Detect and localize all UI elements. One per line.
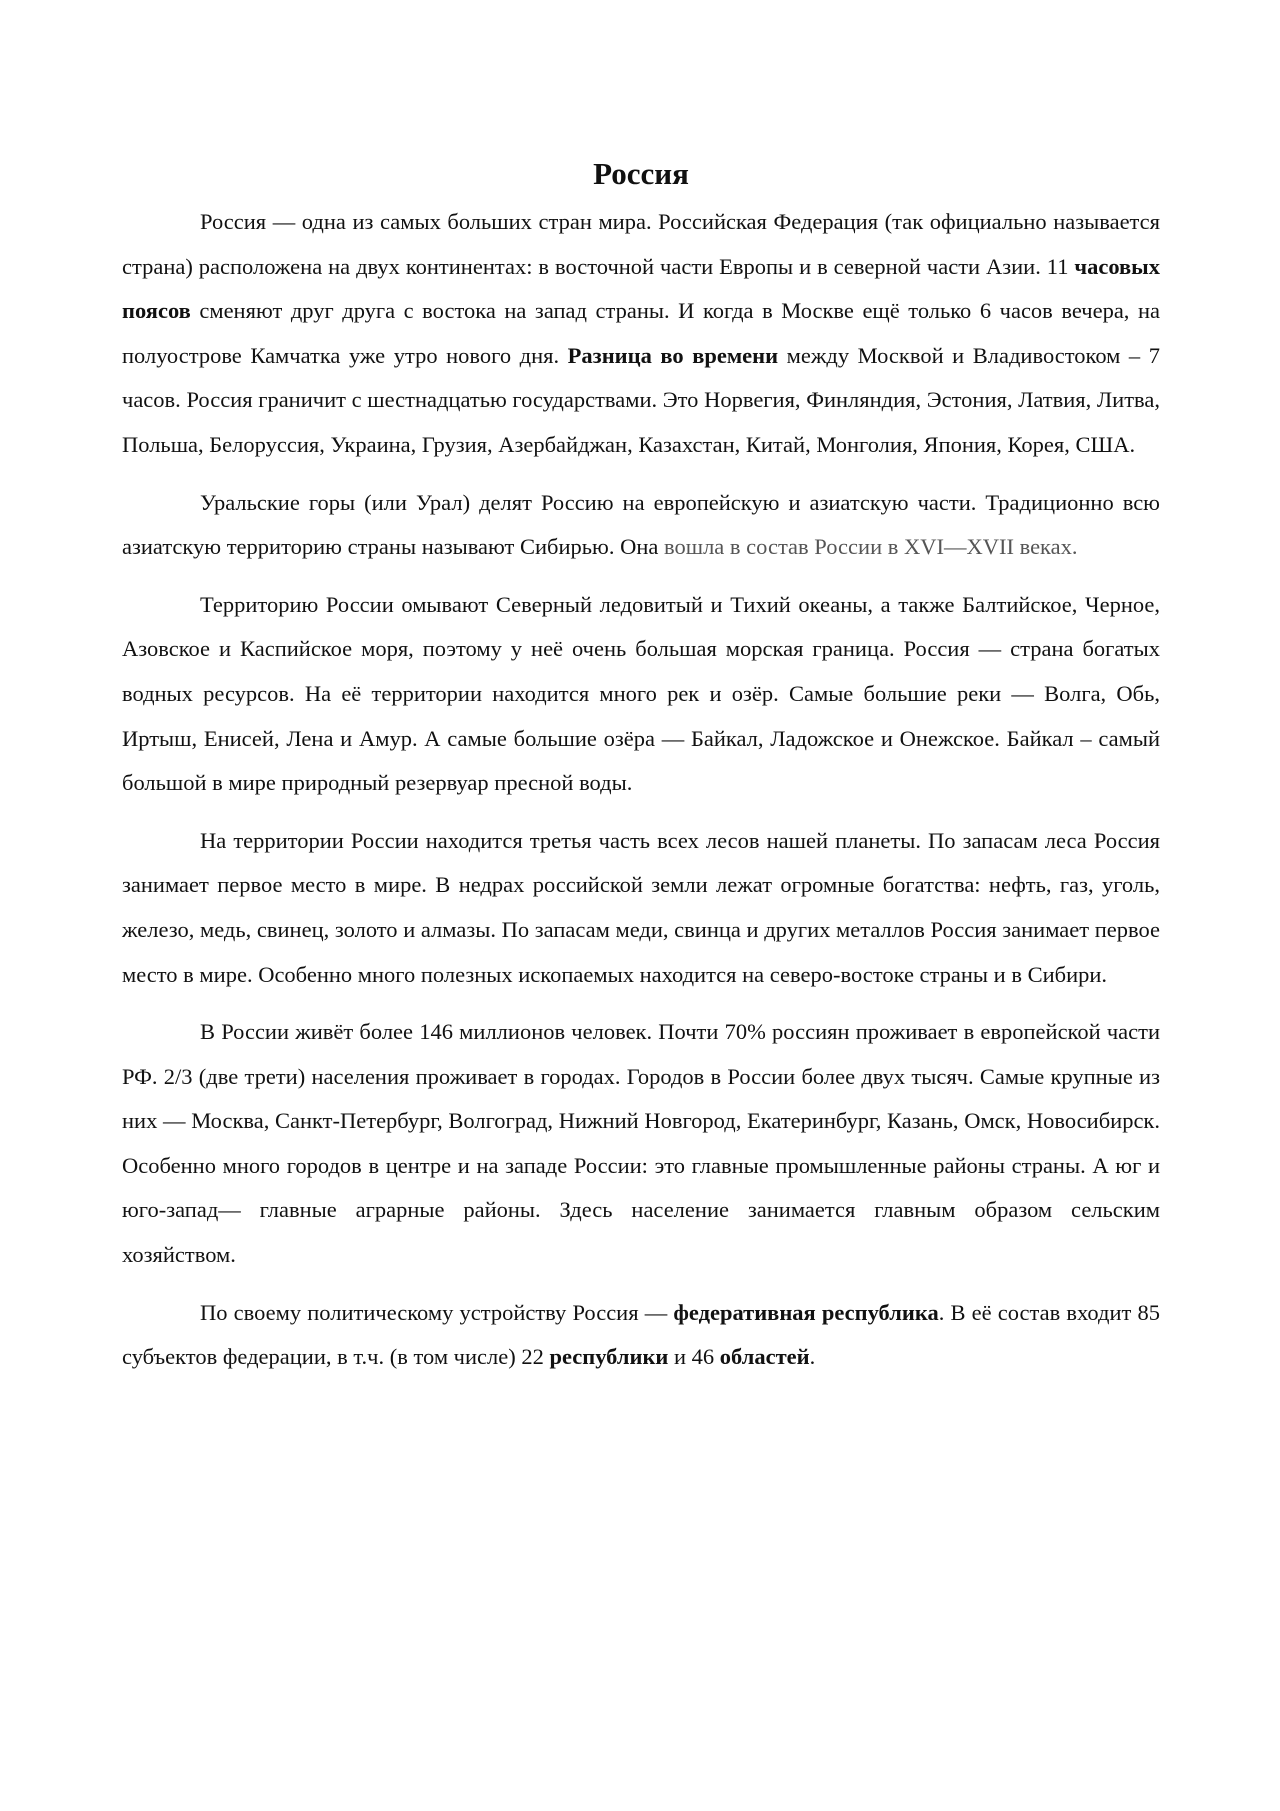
bold-term-time-zones: часовых поясов — [122, 253, 1160, 324]
paragraph-waters: Территорию России омывают Северный ледовитый и Тихий океаны, а также Балтийское, Черное, Азовское и Каспийское моря, поэтому у неё очень большая морская граница. Россия — страна богатых водных ресурсов. На её территории находится много рек и озёр. Самые большие реки — Волга, Обь, Иртыш, Енисей, Лена и Амур. А самые большие озёра — Байкал, Ладожское и Онежское. Байкал – самый большой в мире природный резервуар пресной воды. — [122, 591, 1160, 796]
text-run: . — [809, 1344, 816, 1370]
bold-term-time-difference: Разница во времени — [567, 342, 779, 368]
text-run: . В её состав входит 85 субъектов федерации, в т.ч. (в том числе) 22 — [122, 1299, 1160, 1370]
bold-term-republics: республики — [549, 1344, 669, 1370]
text-run-grey: вошла в состав России в XVI—XVII веках. — [664, 534, 1078, 560]
text-run: сменяют друг друга с востока на запад страны. И когда в Москве ещё только 6 часов вечера, на полуострове Камчатка уже утро нового дня. — [122, 298, 1160, 368]
paragraph-urals — [122, 481, 1160, 570]
text-run: и 46 — [668, 1344, 720, 1370]
paragraph-resources: На территории России находится третья часть всех лесов нашей планеты. По запасам леса Россия занимает первое место в мире. В недрах российской земли лежат огромные богатства: нефть, газ, уголь, железо, медь, свинец, золото и алмазы. По запасам меди, свинца и других металлов Россия занимает первое место в мире. Особенно много полезных ископаемых находится на северо-востоке страны и в Сибири. — [122, 827, 1160, 987]
bold-term-federative-republic: федеративная республика — [673, 1299, 939, 1325]
paragraph-population: В России живёт более 146 миллионов человек. Почти 70% россиян проживает в европейской части РФ. 2/3 (две трети) населения проживает в городах. Городов в России более двух тысяч. Самые крупные из них — Москва, Санкт-Петербург, Волгоград, Нижний Новгород, Екатеринбург, Казань, Омск, Новосибирск. Особенно много городов в центре и на западе России: это главные промышленные районы страны. А юг и юго-запад— главные аграрные районы. Здесь население занимается главным образом сельским хозяйством. — [122, 1019, 1160, 1268]
paragraph-time-zones — [122, 200, 1160, 468]
bold-term-regions: областей — [719, 1344, 810, 1370]
text-run: По своему политическому устройству Россия — — [200, 1299, 674, 1325]
text-run: Уральские горы (или Урал) делят Россию на европейскую и азиатскую части. Традиционно всю азиатскую территорию страны называют Сибирью. Она — [122, 489, 1160, 560]
document-body — [122, 150, 1160, 1393]
text-run: между Москвой и Владивостоком – 7 часов. Россия граничит с шестнадцатью государствами. Это Норвегия, Финляндия, Эстония, Латвия, Литва, Польша, Белоруссия, Украина, Грузия, Азербайджан, Казахстан, Китай, Монголия, Япония, Корея, США. — [122, 342, 1160, 457]
document-title: Россия — [593, 156, 689, 191]
paragraph-government — [122, 1291, 1160, 1380]
text-run: Россия — одна из самых больших стран мира. Российская Федерация (так официально называется страна) расположена на двух континентах: в восточной части Европы и в северной части Азии. 11 — [122, 209, 1160, 279]
